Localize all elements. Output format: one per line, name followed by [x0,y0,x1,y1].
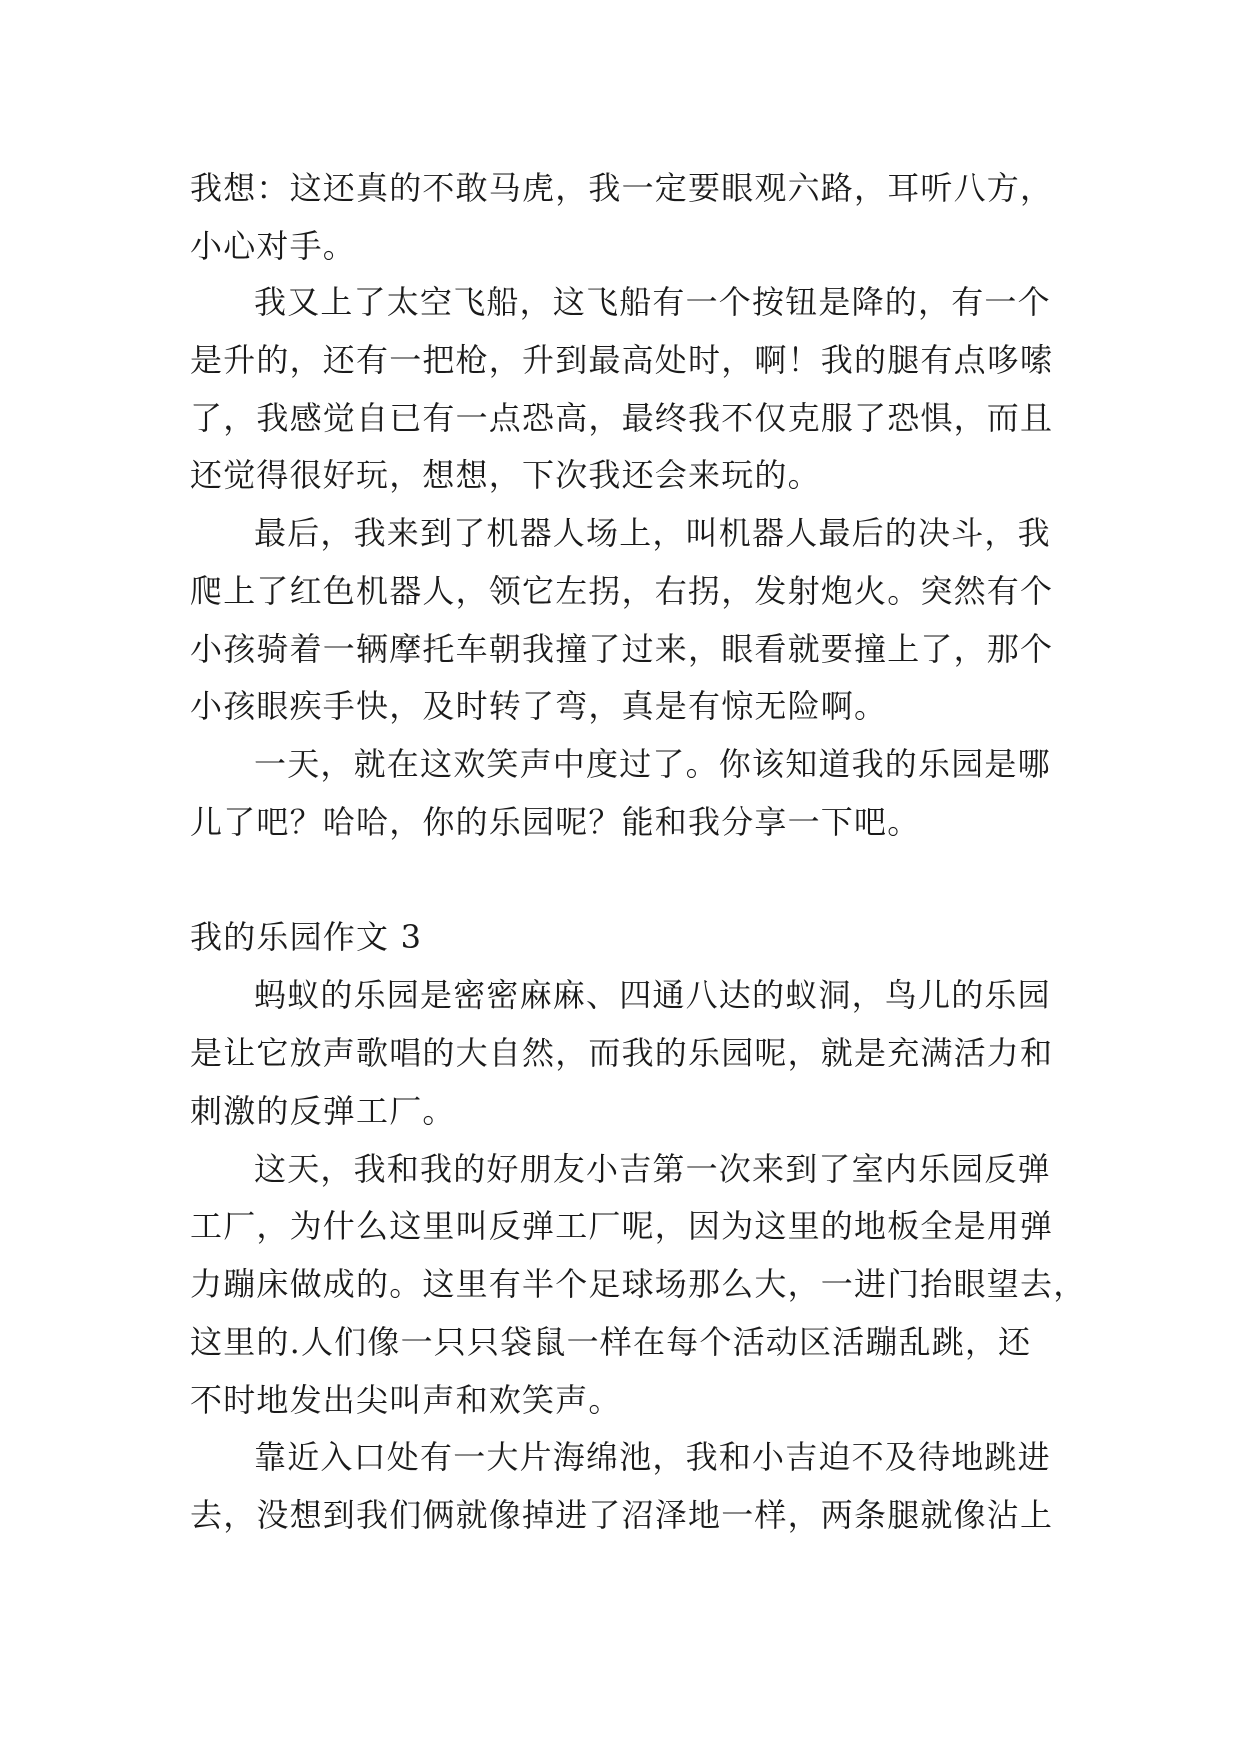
text-line: 是让它放声歌唱的大自然，而我的乐园呢，就是充满活力和 [190,1034,1054,1072]
text-line: 爬上了红色机器人，领它左拐，右拐，发射炮火。突然有个 [190,572,1054,610]
text-line: 蚂蚁的乐园是密密麻麻、四通八达的蚁洞，鸟儿的乐园 [254,976,1051,1014]
text-line: 小孩骑着一辆摩托车朝我撞了过来，眼看就要撞上了，那个 [190,630,1054,668]
section-heading: 我的乐园作文 3 [190,918,423,956]
text-line: 去，没想到我们俩就像掉进了沼泽地一样，两条腿就像沾上 [190,1496,1054,1534]
text-line: 这里的.人们像一只只袋鼠一样在每个活动区活蹦乱跳，还 [190,1323,1032,1361]
text-line: 我又上了太空飞船，这飞船有一个按钮是降的，有一个 [254,283,1051,321]
text-line: 还觉得很好玩，想想，下次我还会来玩的。 [190,456,821,494]
text-line: 儿了吧？哈哈，你的乐园呢？能和我分享一下吧。 [190,803,921,841]
text-line: 小心对手。 [190,227,357,265]
text-line: 小孩眼疾手快，及时转了弯，真是有惊无险啊。 [190,687,888,725]
text-line: 这天，我和我的好朋友小吉第一次来到了室内乐园反弹 [254,1150,1051,1188]
text-line: 不时地发出尖叫声和欢笑声。 [190,1381,622,1419]
text-line: 我想：这还真的不敢马虎，我一定要眼观六路，耳听八方， [190,169,1054,207]
text-line: 工厂，为什么这里叫反弹工厂呢，因为这里的地板全是用弹 [190,1207,1054,1245]
text-line: 一天，就在这欢笑声中度过了。你该知道我的乐园是哪 [254,745,1051,783]
text-line: 靠近入口处有一大片海绵池，我和小吉迫不及待地跳进 [254,1438,1051,1476]
text-line: 最后，我来到了机器人场上，叫机器人最后的决斗，我 [254,514,1051,552]
text-line: 是升的，还有一把枪，升到最高处时，啊！我的腿有点哆嗦 [190,341,1054,379]
text-line: 刺激的反弹工厂。 [190,1092,456,1130]
text-line: 了，我感觉自已有一点恐高，最终我不仅克服了恐惧，而且 [190,399,1054,437]
text-line: 力蹦床做成的。这里有半个足球场那么大，一进门抬眼望去， [190,1265,1087,1303]
